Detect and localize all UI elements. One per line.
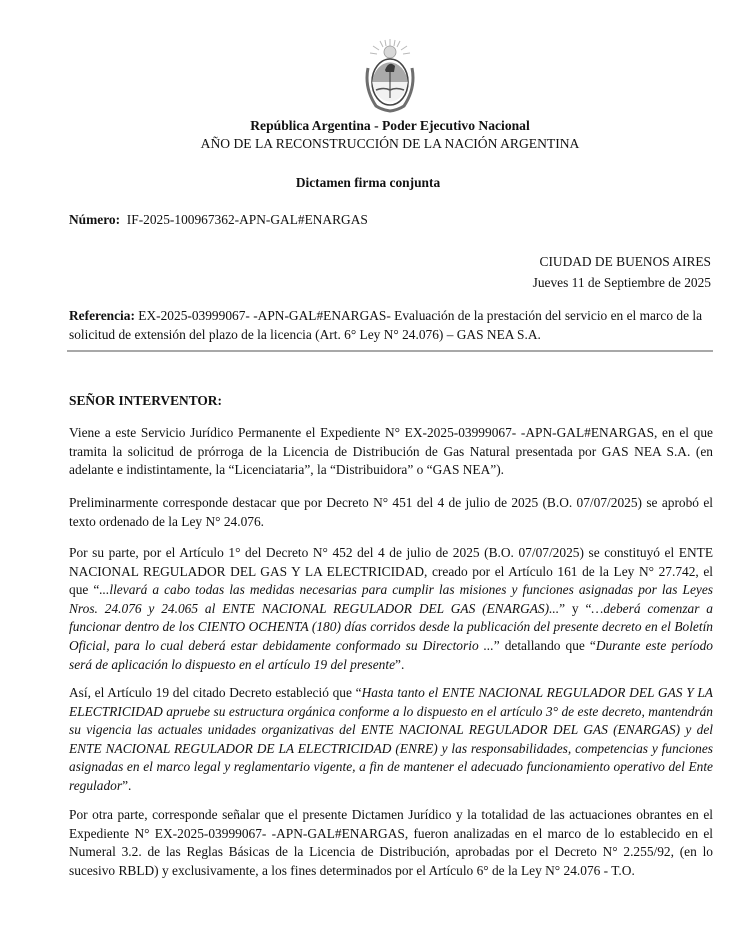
quote-italic: …deberá comenzar a funcionar dentro de los CIENTO OCHENTA (180) días corridos desde la publicación del presente decreto en el Boletín Oficial, para lo cual deberá estar debidamente conformado su Directorio ... bbox=[69, 600, 713, 653]
document-number bbox=[69, 212, 368, 228]
city: CIUDAD DE BUENOS AIRES bbox=[539, 254, 711, 269]
paragraph-4 bbox=[69, 684, 713, 796]
separator-line bbox=[67, 350, 713, 352]
quote-italic: Durante este período será de aplicación lo dispuesto en el artículo 19 del presente bbox=[69, 637, 713, 672]
paragraph-4-text: ”. bbox=[122, 777, 132, 793]
argentina-coat-of-arms-icon bbox=[362, 38, 418, 114]
paragraph-3-text: Por su parte, por el Artículo 1° del Decreto N° 452 del 4 de julio de 2025 (B.O. 07/07/2025) se constituyó el ENTE NACIONAL REGULADOR DEL GAS Y LA ELECTRICIDAD, creado por el Artículo 161 de la Ley N° 27.742, el que “ bbox=[69, 545, 713, 598]
quote-italic: Hasta tanto el ENTE NACIONAL REGULADOR DEL GAS Y LA ELECTRICIDAD apruebe su estructura orgánica conforme a lo dispuesto en el artículo 3° de este decreto, mantendrán su vigencia las actuales unidades organizativas del ENTE NACIONAL REGULADOR DEL GAS (ENARGAS) y del ENTE NACIONAL REGULADOR DE LA ELECTRICIDAD (ENRE) y las responsabilidades, competencias y funciones asignadas en el marco legal y reglamentario vigente, a fin de mantener el adecuado funcionamiento operativo del Ente regulador bbox=[69, 685, 713, 793]
salutation: SEÑOR INTERVENTOR: bbox=[69, 393, 222, 408]
document-number-value: IF-2025-100967362-APN-GAL#ENARGAS bbox=[126, 212, 368, 227]
date: Jueves 11 de Septiembre de 2025 bbox=[532, 275, 711, 290]
reference-text: EX-2025-03999067- -APN-GAL#ENARGAS- Evaluación de la prestación del servicio en el marco de la solicitud de extensión del plazo de la licencia (Art. 6° Ley N° 24.076) – GAS NEA S.A. bbox=[69, 308, 703, 342]
place-and-date bbox=[533, 251, 711, 293]
document-number-label: Número: bbox=[69, 212, 121, 227]
paragraph-1: Viene a este Servicio Jurídico Permanente el Expediente N° EX-2025-03999067- -APN-GAL#ENARGAS, en el que tramita la solicitud de prórroga de la Licencia de Distribución de Gas Natural presentada por GAS NEA S.A. (en adelante e indistintamente, la “Licenciataria”, la “Distribuidora” o “GAS NEA”). bbox=[69, 425, 713, 478]
paragraph-3-text: ” detallando que “ bbox=[493, 637, 596, 653]
paragraph-3 bbox=[69, 544, 713, 674]
document-type-title: Dictamen firma conjunta bbox=[295, 175, 441, 190]
paragraph-3-text: ” y “ bbox=[559, 600, 592, 616]
paragraph-3-text: ”. bbox=[395, 656, 405, 672]
reference-label: Referencia: bbox=[69, 308, 135, 323]
paragraph-2: Preliminarmente corresponde destacar que por Decreto N° 451 del 4 de julio de 2025 (B.O. 07/07/2025) se aprobó el texto ordenado de la Ley N° 24.076. bbox=[69, 495, 713, 529]
year-motto: AÑO DE LA RECONSTRUCCIÓN DE LA NACIÓN ARGENTINA bbox=[200, 136, 580, 151]
reference bbox=[69, 307, 713, 344]
paragraph-4-text: Así, el Artículo 19 del citado Decreto estableció que “ bbox=[69, 685, 362, 700]
quote-italic: ...llevará a cabo todas las medidas necesarias para cumplir las misiones y funciones asignadas por las Leyes Nros. 24.076 y 24.065 al ENTE NACIONAL REGULADOR DEL GAS (ENARGAS)... bbox=[69, 582, 713, 616]
government-header: República Argentina - Poder Ejecutivo Nacional bbox=[250, 118, 530, 133]
paragraph-5: Por otra parte, corresponde señalar que el presente Dictamen Jurídico y la totalidad de las actuaciones obrantes en el Expediente N° EX-2025-03999067- -APN-GAL#ENARGAS, fueron analizadas en el marco de lo establecido en el Numeral 3.2. de las Reglas Básicas de la Licencia de Distribución, aprobadas por el Decreto N° 2.255/92, (en lo sucesivo RBLD) y exclusivamente, a los fines determinados por el Artículo 6° de la Ley N° 24.076 - T.O. bbox=[69, 807, 713, 878]
